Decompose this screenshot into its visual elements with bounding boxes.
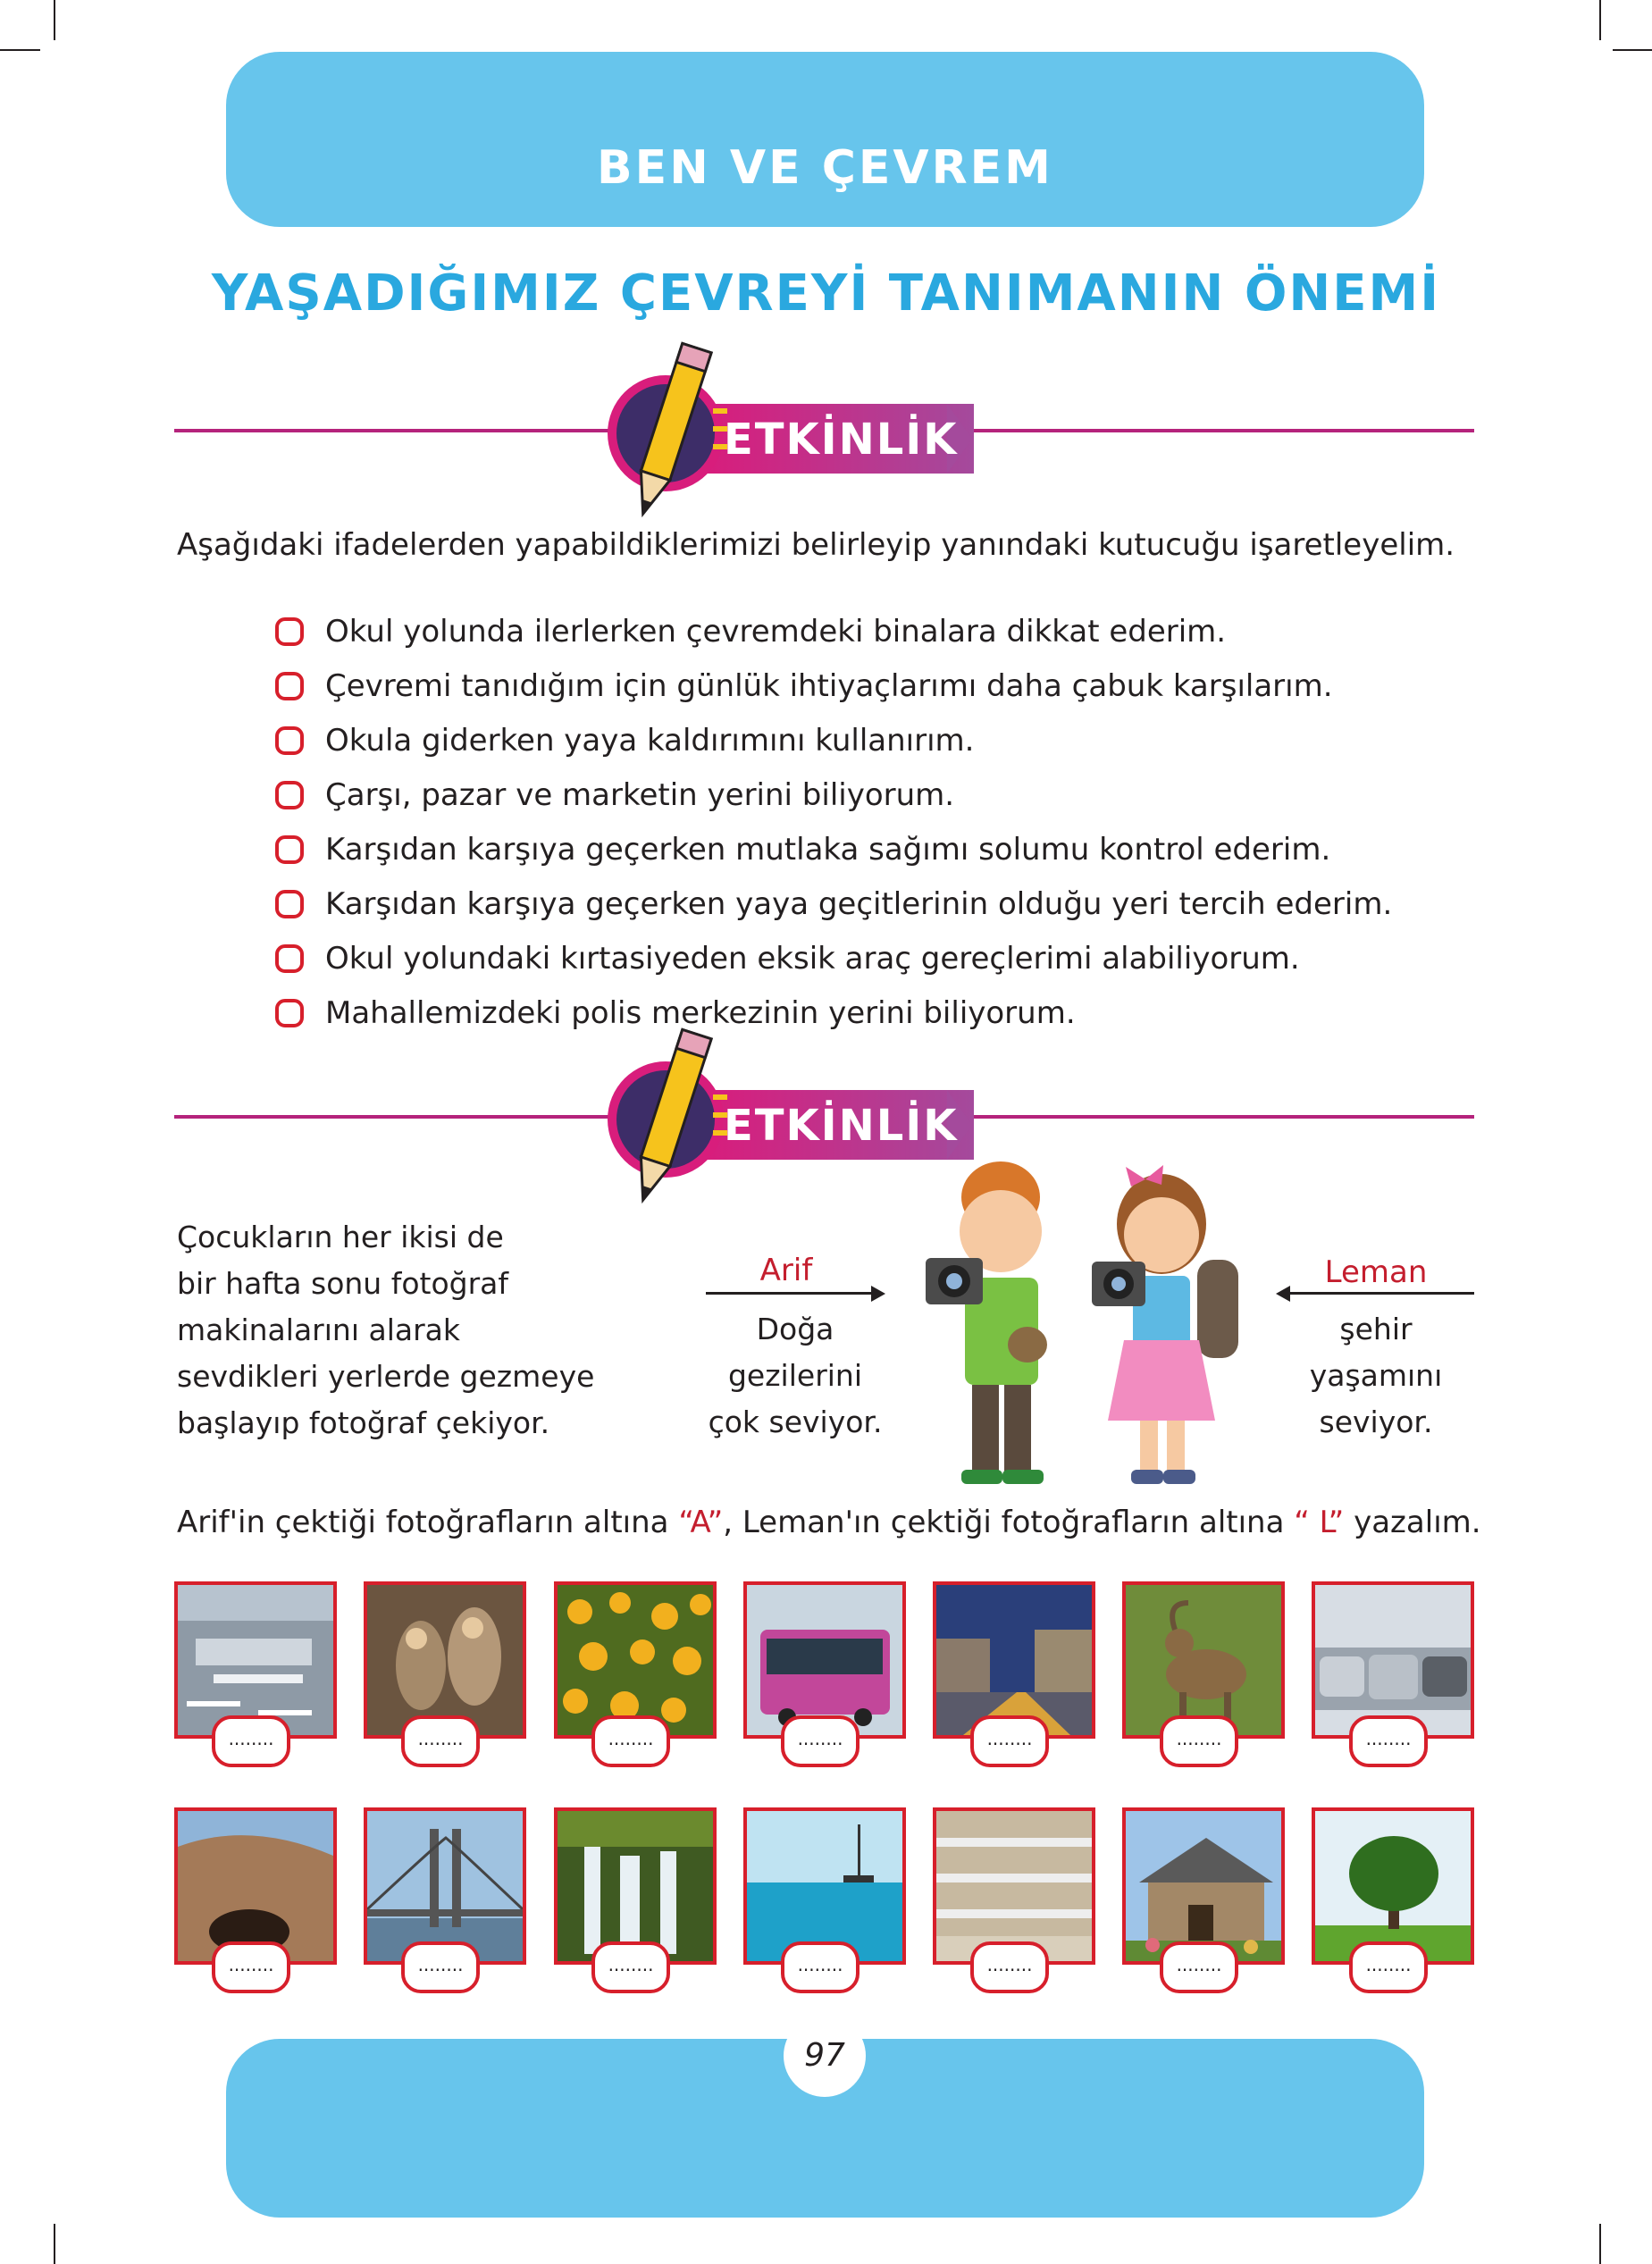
photo-shopping-mall bbox=[933, 1807, 1095, 1992]
answer-box[interactable]: ........ bbox=[1160, 1715, 1238, 1767]
letter-a: “A” bbox=[678, 1505, 724, 1540]
arrow-head bbox=[871, 1286, 885, 1302]
story-line: makinalarını alarak bbox=[177, 1312, 460, 1347]
arrow-head bbox=[1276, 1286, 1290, 1302]
crop-mark bbox=[1613, 49, 1652, 51]
checklist-item bbox=[275, 876, 1392, 931]
photo-bats bbox=[364, 1581, 526, 1766]
photo-yellow-flowers bbox=[554, 1581, 717, 1766]
checklist bbox=[275, 604, 1392, 1040]
story-line: bir hafta sonu fotoğraf bbox=[177, 1266, 508, 1301]
checklist-item bbox=[275, 931, 1392, 985]
arif-desc-line: gezilerini bbox=[727, 1358, 863, 1393]
checklist-item-text: Okul yolunda ilerlerken çevremdeki binalara dikkat ederim. bbox=[325, 613, 1227, 650]
pencil-icon bbox=[608, 326, 733, 541]
leman-desc-line: yaşamını bbox=[1309, 1358, 1443, 1393]
leman-description bbox=[1269, 1306, 1483, 1446]
answer-box[interactable]: ........ bbox=[591, 1715, 670, 1767]
answer-box[interactable]: ........ bbox=[1349, 1941, 1428, 1993]
arif-description bbox=[688, 1306, 902, 1446]
activity-banner bbox=[608, 375, 983, 491]
leman-desc-line: seviyor. bbox=[1319, 1405, 1433, 1439]
answer-box[interactable]: ........ bbox=[781, 1715, 860, 1767]
answer-box[interactable]: ........ bbox=[401, 1941, 480, 1993]
unit-title: BEN VE ÇEVREM bbox=[597, 141, 1053, 195]
pencil-icon bbox=[608, 1012, 733, 1227]
activity2-instruction bbox=[177, 1505, 1481, 1540]
boy-figure bbox=[926, 1161, 1047, 1484]
story-line: Çocukların her ikisi de bbox=[177, 1220, 504, 1254]
crop-mark bbox=[54, 2224, 55, 2264]
arrow-left bbox=[1287, 1292, 1474, 1295]
photo-parked-cars bbox=[1312, 1581, 1474, 1766]
checkbox[interactable] bbox=[275, 890, 304, 918]
checklist-item bbox=[275, 604, 1392, 658]
photo-suspension-bridge bbox=[364, 1807, 526, 1992]
checklist-item-text: Okul yolundaki kırtasiyeden eksik araç gereçlerimi alabiliyorum. bbox=[325, 940, 1300, 977]
checkbox[interactable] bbox=[275, 999, 304, 1027]
arrow-right bbox=[706, 1292, 876, 1295]
letter-l: “ L” bbox=[1294, 1505, 1345, 1540]
answer-box[interactable]: ........ bbox=[1160, 1941, 1238, 1993]
answer-box[interactable]: ........ bbox=[212, 1715, 290, 1767]
crop-mark bbox=[0, 49, 40, 51]
answer-box[interactable]: ........ bbox=[970, 1941, 1049, 1993]
crop-mark bbox=[54, 0, 55, 40]
activity-banner bbox=[608, 1061, 983, 1178]
arif-desc-line: Doğa bbox=[756, 1312, 834, 1346]
page-number: 97 bbox=[784, 2015, 866, 2097]
leman-label: Leman bbox=[1324, 1254, 1428, 1290]
arif-label: Arif bbox=[759, 1253, 813, 1288]
arif-desc-line: çok seviyor. bbox=[708, 1405, 883, 1439]
photo-city-bus bbox=[743, 1581, 906, 1766]
instruction-text: , Leman'ın çektiği fotoğrafların altına bbox=[723, 1505, 1295, 1540]
crop-mark bbox=[1599, 0, 1601, 40]
header-band bbox=[226, 52, 1424, 227]
answer-box[interactable]: ........ bbox=[401, 1715, 480, 1767]
checkbox[interactable] bbox=[275, 835, 304, 864]
photo-waterfall bbox=[554, 1807, 717, 1992]
instruction-text: yazalım. bbox=[1344, 1505, 1481, 1540]
checklist-item bbox=[275, 985, 1392, 1040]
photo-cave bbox=[174, 1807, 337, 1992]
children-photographers-illustration bbox=[902, 1161, 1260, 1501]
story-line: sevdikleri yerlerde gezmeye bbox=[177, 1359, 595, 1394]
answer-box[interactable]: ........ bbox=[591, 1941, 670, 1993]
answer-box[interactable]: ........ bbox=[781, 1941, 860, 1993]
checklist-item bbox=[275, 713, 1392, 767]
story-line: başlayıp fotoğraf çekiyor. bbox=[177, 1405, 550, 1440]
banner-label: ETKİNLİK bbox=[724, 415, 959, 465]
checklist-item-text: Mahallemizdeki polis merkezinin yerini biliyorum. bbox=[325, 994, 1076, 1031]
checklist-item bbox=[275, 767, 1392, 822]
photo-stone-house bbox=[1122, 1807, 1285, 1992]
checklist-item-text: Çevremi tanıdığım için günlük ihtiyaçlarımı daha çabuk karşılarım. bbox=[325, 667, 1333, 704]
photo-tree-field bbox=[1312, 1807, 1474, 1992]
checklist-item-text: Çarşı, pazar ve marketin yerini biliyorum. bbox=[325, 776, 955, 813]
checkbox[interactable] bbox=[275, 617, 304, 646]
instruction-text: Arif'in çektiği fotoğrafların altına bbox=[177, 1505, 679, 1540]
checklist-item-text: Karşıdan karşıya geçerken mutlaka sağımı solumu kontrol ederim. bbox=[325, 831, 1331, 868]
checklist-item-text: Karşıdan karşıya geçerken yaya geçitlerinin olduğu yeri tercih ederim. bbox=[325, 885, 1393, 922]
checkbox[interactable] bbox=[275, 726, 304, 755]
leman-desc-line: şehir bbox=[1339, 1312, 1413, 1346]
photo-airport bbox=[174, 1581, 337, 1766]
lesson-title: YAŞADIĞIMIZ ÇEVREYİ TANIMANIN ÖNEMİ bbox=[211, 264, 1441, 323]
answer-box[interactable]: ........ bbox=[970, 1715, 1049, 1767]
answer-box[interactable]: ........ bbox=[212, 1941, 290, 1993]
checkbox[interactable] bbox=[275, 672, 304, 700]
photo-wild-goat bbox=[1122, 1581, 1285, 1766]
banner-label: ETKİNLİK bbox=[724, 1101, 959, 1151]
answer-box[interactable]: ........ bbox=[1349, 1715, 1428, 1767]
checklist-item-text: Okula giderken yaya kaldırımını kullanırım. bbox=[325, 722, 975, 759]
activity1-instruction: Aşağıdaki ifadelerden yapabildiklerimizi belirleyip yanındaki kutucuğu işaretleyelim. bbox=[177, 527, 1455, 563]
checklist-item bbox=[275, 658, 1392, 713]
checkbox[interactable] bbox=[275, 781, 304, 809]
photo-sailboat-sea bbox=[743, 1807, 906, 1992]
girl-figure bbox=[1092, 1165, 1238, 1484]
crop-mark bbox=[1599, 2224, 1601, 2264]
photo-city-street bbox=[933, 1581, 1095, 1766]
checkbox[interactable] bbox=[275, 944, 304, 973]
checklist-item bbox=[275, 822, 1392, 876]
